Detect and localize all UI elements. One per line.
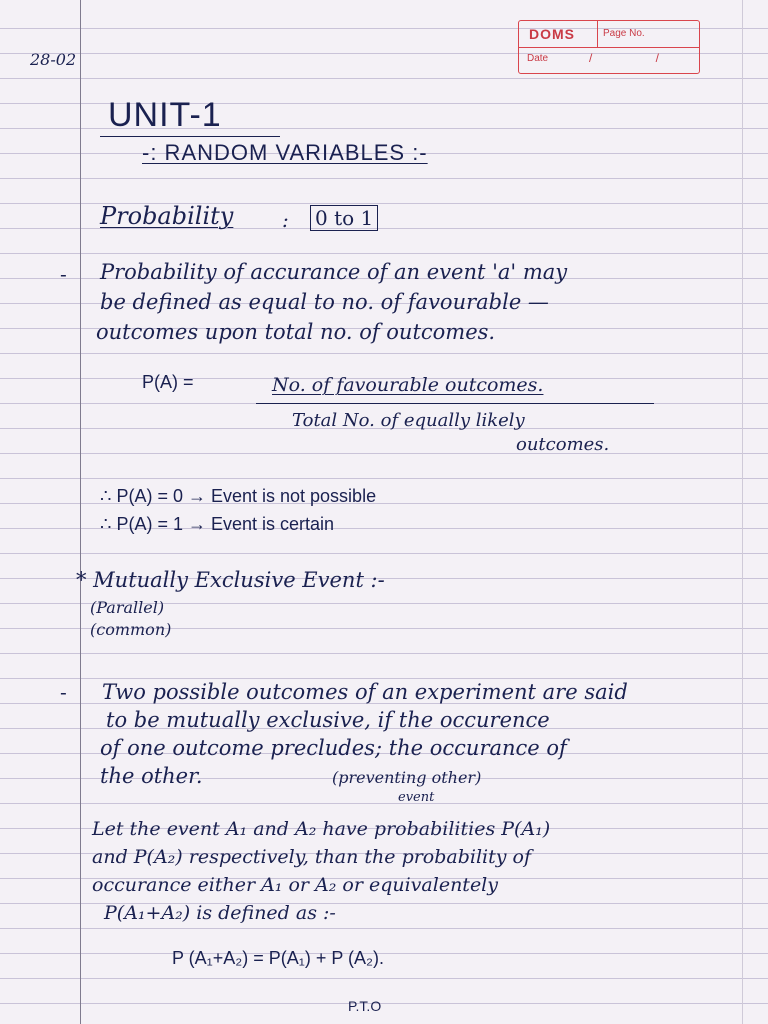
date-label: Date — [527, 53, 549, 64]
final-formula: P (A₁+A₂) = P(A₁) + P (A₂). — [172, 948, 385, 968]
events-line: Let the event A₁ and A₂ have probabilities P(A₁) — [92, 818, 551, 840]
definition-line: Probability of accurance of an event 'a' may — [100, 260, 568, 284]
definition-line: be defined as equal to no. of favourable — — [100, 290, 549, 314]
mutual-heading: * Mutually Exclusive Event :- — [76, 568, 385, 592]
mutual-note: (common) — [90, 620, 172, 639]
page-header-box — [518, 20, 700, 74]
unit-title: UNIT-1 — [108, 96, 222, 134]
formula-lhs: P(A) = — [142, 372, 194, 392]
case-line: ∴ P(A) = 0 → Event is not possible — [100, 486, 377, 506]
brand-logo: DOMS — [529, 26, 575, 42]
definition-line: outcomes upon total no. of outcomes. — [96, 320, 496, 344]
probability-heading: Probability — [100, 202, 234, 230]
formula-numerator: No. of favourable outcomes. — [272, 374, 544, 396]
case-line: ∴ P(A) = 1 → Event is certain — [100, 514, 335, 534]
topic-title: -: RANDOM VARIABLES :- — [142, 140, 428, 165]
mutual-definition-line: Two possible outcomes of an experiment are said — [102, 680, 628, 704]
mutual-note: (Parallel) — [90, 598, 165, 617]
date-separators: / / — [589, 51, 690, 65]
formula-denominator: outcomes. — [516, 434, 610, 455]
probability-range: 0 to 1 — [310, 205, 378, 231]
fraction-bar — [256, 403, 654, 404]
mutual-aside: event — [398, 790, 435, 805]
bullet-dash: - — [60, 680, 67, 704]
page-footer: P.T.O — [348, 998, 382, 1014]
events-line: and P(A₂) respectively, than the probability of — [92, 846, 532, 868]
note-date: 28-02 — [30, 50, 77, 69]
page-no-label: Page No. — [603, 28, 645, 39]
probability-colon: : — [282, 208, 289, 232]
formula-denominator: Total No. of equally likely — [292, 410, 525, 431]
mutual-aside: (preventing other) — [332, 768, 482, 787]
margin-line — [80, 0, 81, 1024]
mutual-definition-line: of one outcome precludes; the occurance of — [100, 736, 567, 760]
mutual-definition-line: to be mutually exclusive, if the occurence — [106, 708, 550, 732]
events-line: P(A₁+A₂) is defined as :- — [104, 902, 336, 924]
events-line: occurance either A₁ or A₂ or equivalentely — [92, 874, 498, 896]
bullet-dash: - — [60, 262, 67, 286]
mutual-definition-line: the other. — [100, 764, 203, 788]
right-rule — [742, 0, 743, 1024]
